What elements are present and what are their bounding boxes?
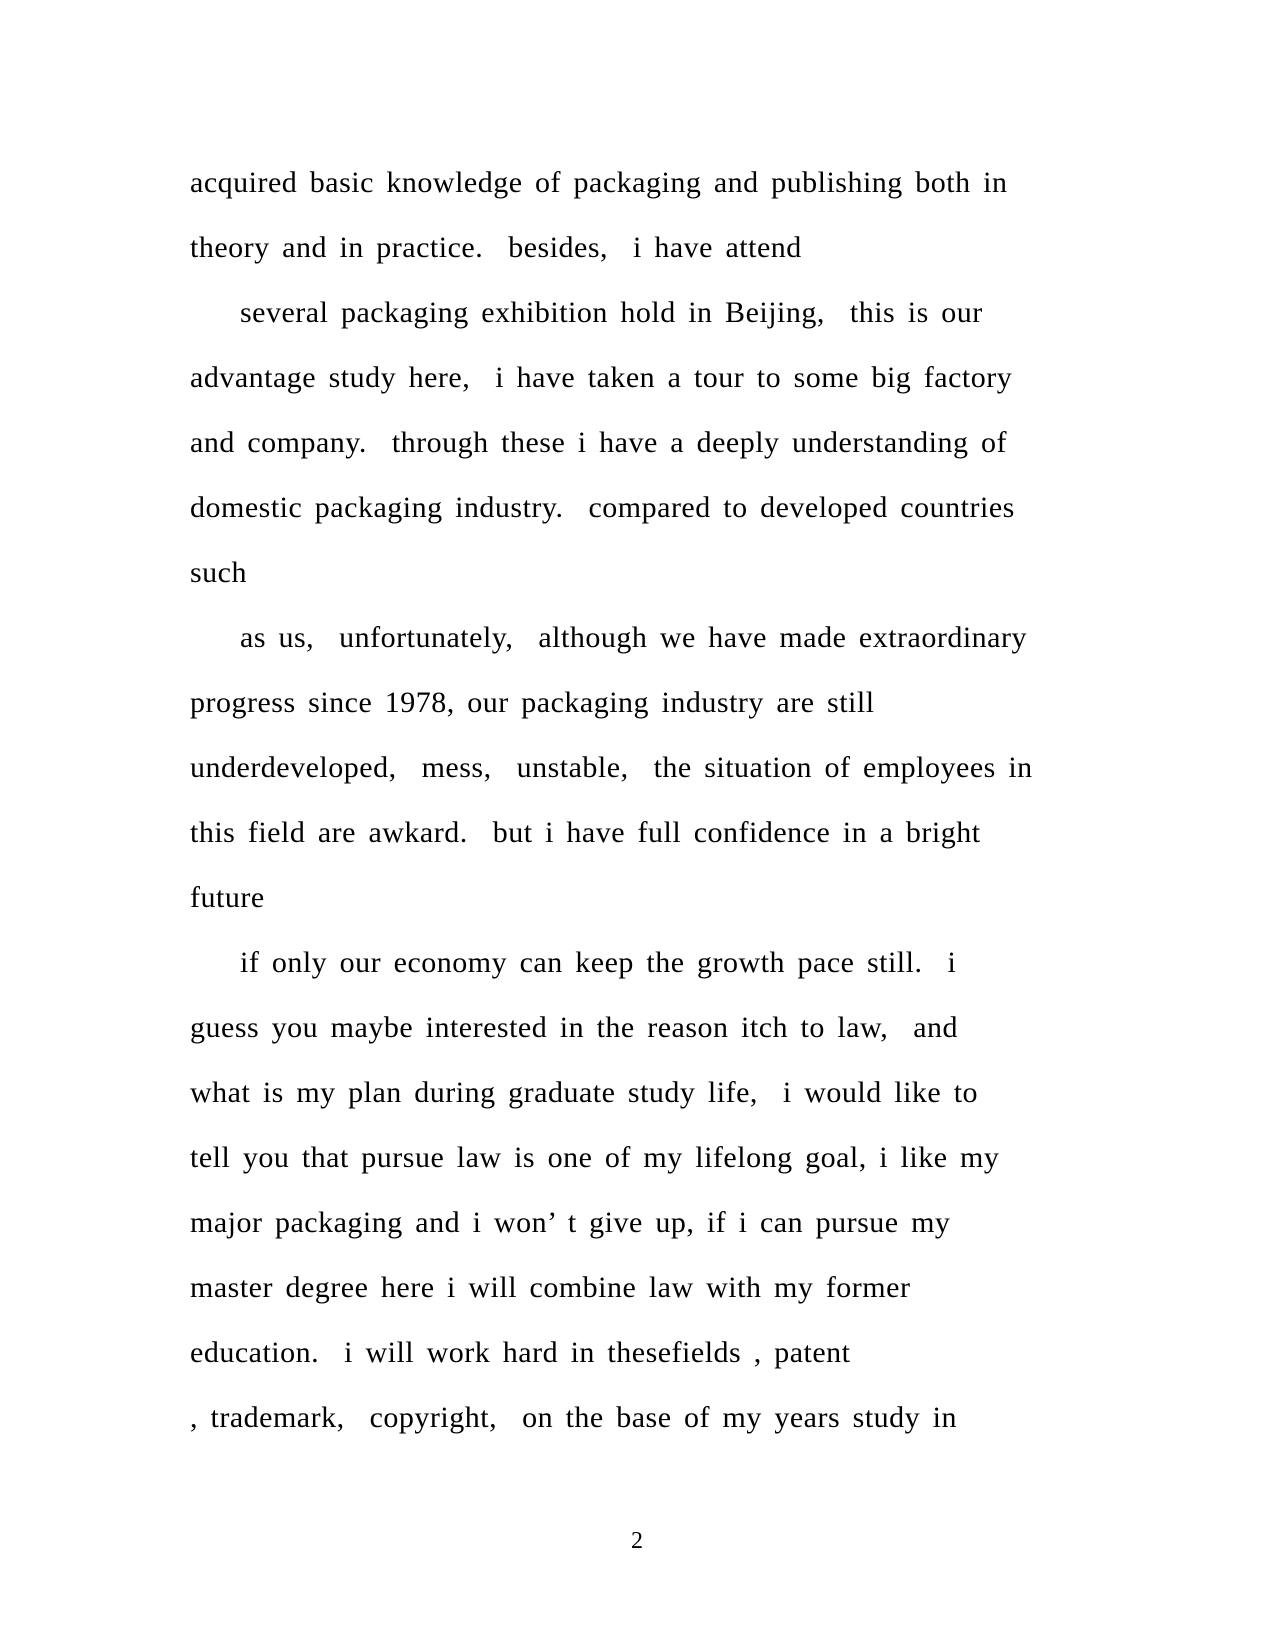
text-line: major packaging and i won’ t give up, if i can pursue my [190, 1206, 951, 1239]
text-line: theory and in practice. besides, i have attend [190, 231, 802, 264]
page-number: 2 [631, 1528, 643, 1554]
text-line: master degree here i will combine law with my former [190, 1271, 911, 1304]
text-line: advantage study here, i have taken a tour to some big factory [190, 361, 1013, 394]
text-line: progress since 1978, our packaging industry are still [190, 686, 875, 719]
text-line: , trademark, copyright, on the base of my years study in [190, 1401, 957, 1434]
text-line: as us, unfortunately, although we have made extraordinary [190, 621, 1027, 654]
text-line: such [190, 556, 247, 589]
text-line: this field are awkard. but i have full confidence in a bright [190, 816, 981, 849]
text-line: several packaging exhibition hold in Beijing, this is our [190, 296, 983, 329]
text-line: what is my plan during graduate study life, i would like to [190, 1076, 979, 1109]
text-line: underdeveloped, mess, unstable, the situation of employees in [190, 751, 1033, 784]
text-line: guess you maybe interested in the reason itch to law, and [190, 1011, 959, 1044]
text-line: domestic packaging industry. compared to developed countries [190, 491, 1015, 524]
document-body [190, 150, 1200, 1450]
text-line: acquired basic knowledge of packaging and publishing both in [190, 166, 1008, 199]
text-line: if only our economy can keep the growth pace still. i [190, 946, 957, 979]
text-line: and company. through these i have a deeply understanding of [190, 426, 1008, 459]
text-line: future [190, 881, 265, 914]
text-line: tell you that pursue law is one of my lifelong goal, i like my [190, 1141, 1000, 1174]
text-line: education. i will work hard in thesefields , patent [190, 1336, 851, 1369]
